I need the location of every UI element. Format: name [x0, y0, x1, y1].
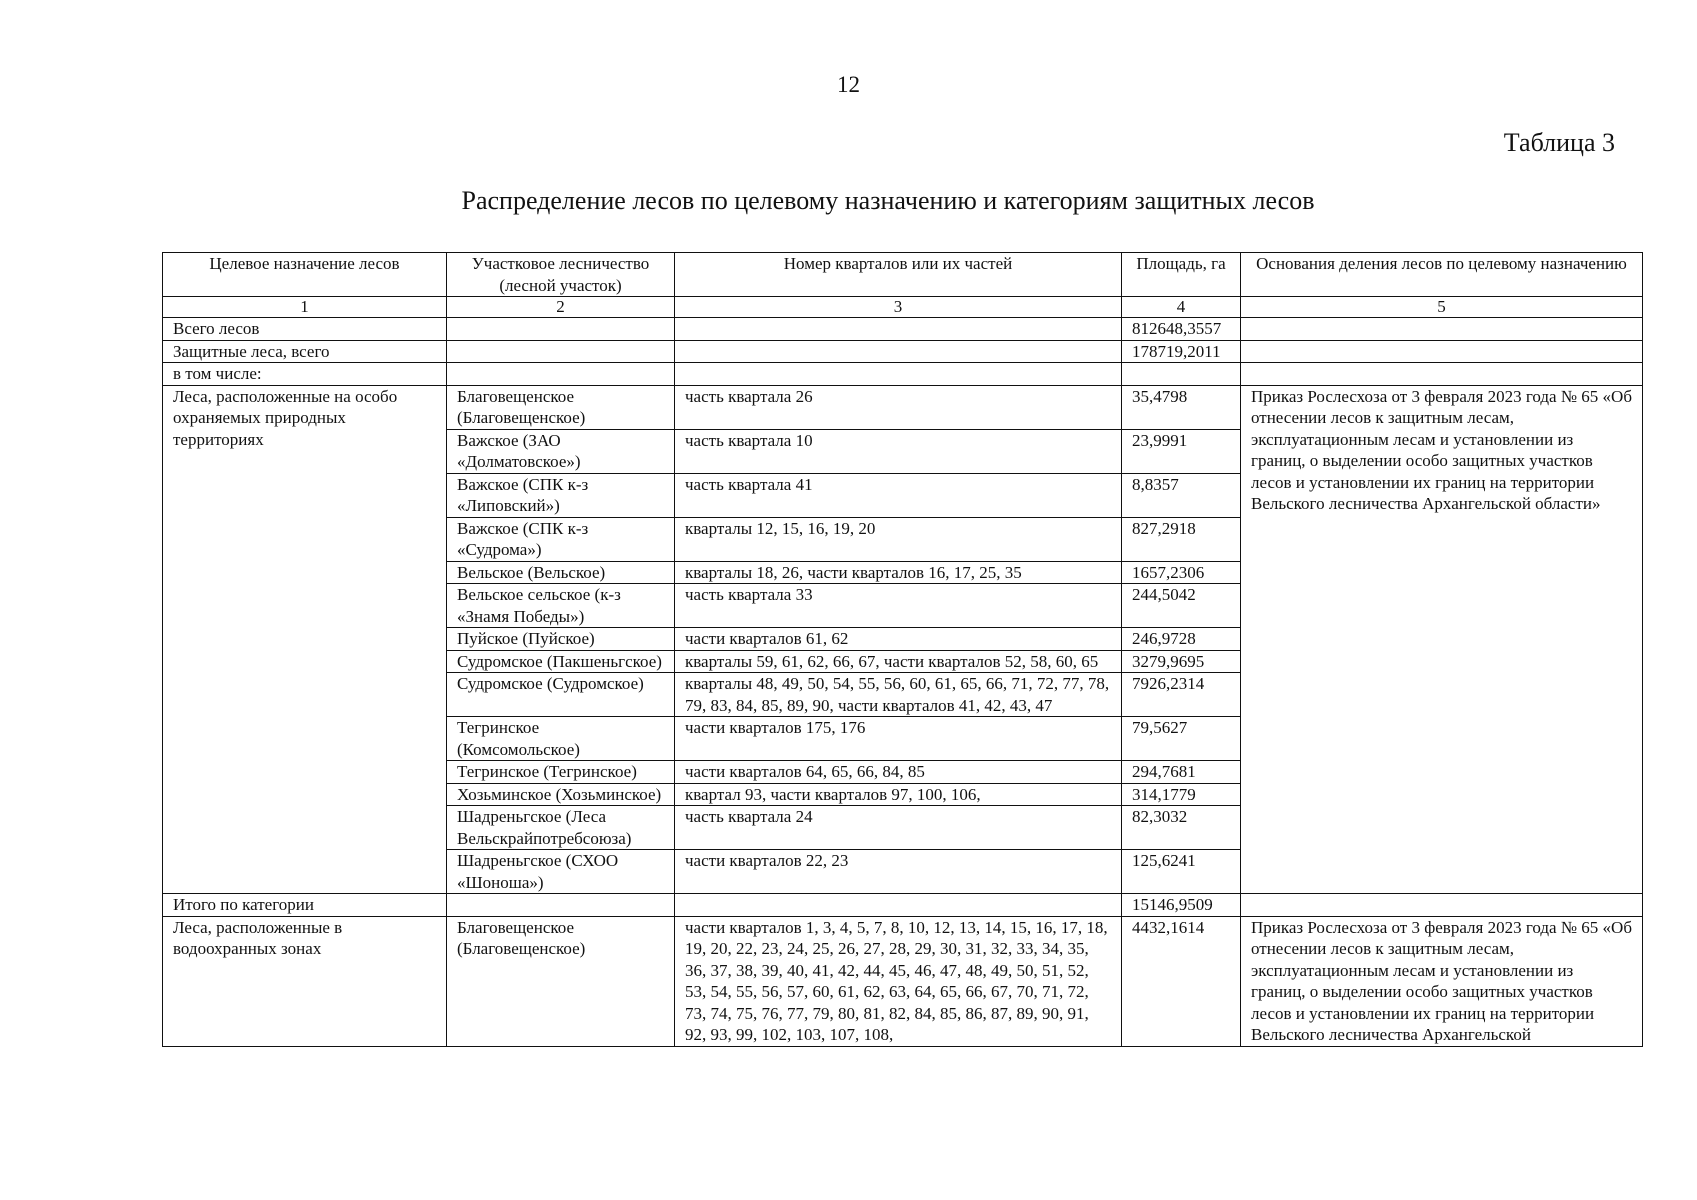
empty-cell — [1241, 340, 1643, 363]
total-area: 812648,3557 — [1122, 318, 1241, 341]
column-number: 2 — [447, 297, 675, 318]
quarters-cell: часть квартала 41 — [675, 473, 1122, 517]
table-row — [163, 916, 1643, 1046]
column-number: 3 — [675, 297, 1122, 318]
area-cell: 246,9728 — [1122, 628, 1241, 651]
category-name: Леса, расположенные в водоохранных зонах — [163, 916, 447, 1046]
area-cell: 314,1779 — [1122, 783, 1241, 806]
area-cell: 23,9991 — [1122, 429, 1241, 473]
including-label: в том числе: — [163, 363, 447, 386]
forestry-cell: Судромское (Пакшеньгское) — [447, 650, 675, 673]
empty-cell — [675, 318, 1122, 341]
forestry-cell: Важское (СПК к-з «Липовский») — [447, 473, 675, 517]
area-cell: 294,7681 — [1122, 761, 1241, 784]
empty-cell — [447, 318, 675, 341]
table-label: Таблица 3 — [1503, 128, 1615, 157]
area-cell: 7926,2314 — [1122, 673, 1241, 717]
forestry-cell: Шадреньгское (Леса Вельскрайпотребсоюза) — [447, 806, 675, 850]
forestry-cell: Благовещенское (Благовещенское) — [447, 916, 675, 1046]
quarters-cell: часть квартала 33 — [675, 584, 1122, 628]
header-quarters: Номер кварталов или их частей — [675, 253, 1122, 297]
quarters-cell: квартал 93, части кварталов 97, 100, 106, — [675, 783, 1122, 806]
protective-label: Защитные леса, всего — [163, 340, 447, 363]
quarters-cell: кварталы 12, 15, 16, 19, 20 — [675, 517, 1122, 561]
area-cell: 125,6241 — [1122, 850, 1241, 894]
header-forestry: Участковое лесничество (лесной участок) — [447, 253, 675, 297]
quarters-cell: часть квартала 26 — [675, 385, 1122, 429]
forestry-cell: Тегринское (Тегринское) — [447, 761, 675, 784]
category-name: Леса, расположенные на особо охраняемых природных территориях — [163, 385, 447, 894]
empty-cell — [1241, 363, 1643, 386]
area-cell: 244,5042 — [1122, 584, 1241, 628]
empty-cell — [447, 894, 675, 917]
protective-area: 178719,2011 — [1122, 340, 1241, 363]
basis-cell: Приказ Рослесхоза от 3 февраля 2023 года № 65 «Об отнесении лесов к защитным лесам, эксплуатационным лесам и установлении из границ, о выделении особо защитных участков лесов и установлении их границ на территории Вельского лесничества Архангельской — [1241, 916, 1643, 1046]
empty-cell — [675, 340, 1122, 363]
quarters-cell: кварталы 59, 61, 62, 66, 67, части кварталов 52, 58, 60, 65 — [675, 650, 1122, 673]
quarters-cell: кварталы 48, 49, 50, 54, 55, 56, 60, 61, 65, 66, 71, 72, 77, 78, 79, 83, 84, 85, 89, 90, части кварталов 41, 42, 43, 47 — [675, 673, 1122, 717]
area-cell: 35,4798 — [1122, 385, 1241, 429]
area-cell: 82,3032 — [1122, 806, 1241, 850]
subtotal-label: Итого по категории — [163, 894, 447, 917]
area-cell: 79,5627 — [1122, 717, 1241, 761]
forestry-cell: Хозьминское (Хозьминское) — [447, 783, 675, 806]
empty-cell — [1241, 894, 1643, 917]
forestry-cell: Важское (СПК к-з «Судрома») — [447, 517, 675, 561]
forestry-cell: Шадреньгское (СХОО «Шоноша») — [447, 850, 675, 894]
empty-cell — [447, 340, 675, 363]
forestry-cell: Пуйское (Пуйское) — [447, 628, 675, 651]
including-row — [163, 363, 1643, 386]
quarters-cell: части кварталов 175, 176 — [675, 717, 1122, 761]
area-cell: 827,2918 — [1122, 517, 1241, 561]
basis-cell: Приказ Рослесхоза от 3 февраля 2023 года № 65 «Об отнесении лесов к защитным лесам, эксплуатационным лесам и установлении из границ, о выделении особо защитных участков лесов и установлении их границ на территории Вельского лесничества Архангельской области» — [1241, 385, 1643, 894]
area-cell: 3279,9695 — [1122, 650, 1241, 673]
header-row — [163, 253, 1643, 297]
forest-distribution-table — [162, 252, 1643, 1047]
area-cell: 4432,1614 — [1122, 916, 1241, 1046]
subtotal-area: 15146,9509 — [1122, 894, 1241, 917]
empty-cell — [1241, 318, 1643, 341]
quarters-cell: части кварталов 1, 3, 4, 5, 7, 8, 10, 12, 13, 14, 15, 16, 17, 18, 19, 20, 22, 23, 24, 25, 26, 27, 28, 29, 30, 31, 32, 33, 34, 35, 36, 37, 38, 39, 40, 41, 42, 44, 45, 46, 47, 48, 49, 50, 51, 52, 53, 54, 55, 56, 57, 60, 61, 62, 63, 64, 65, 66, 67, 70, 71, 72, 73, 74, 75, 76, 77, 79, 80, 81, 82, 84, 85, 86, 87, 89, 90, 91, 92, 93, 99, 102, 103, 107, 108, — [675, 916, 1122, 1046]
empty-cell — [447, 363, 675, 386]
header-purpose: Целевое назначение лесов — [163, 253, 447, 297]
subtotal-row — [163, 894, 1643, 917]
quarters-cell: части кварталов 22, 23 — [675, 850, 1122, 894]
column-number: 5 — [1241, 297, 1643, 318]
document-title: Распределение лесов по целевому назначению и категориям защитных лесов — [461, 186, 1315, 215]
quarters-cell: часть квартала 10 — [675, 429, 1122, 473]
page-number: 12 — [837, 72, 860, 97]
column-number: 4 — [1122, 297, 1241, 318]
quarters-cell: части кварталов 64, 65, 66, 84, 85 — [675, 761, 1122, 784]
table-row — [163, 385, 1643, 429]
forestry-cell: Тегринское (Комсомольское) — [447, 717, 675, 761]
quarters-cell: части кварталов 61, 62 — [675, 628, 1122, 651]
empty-cell — [675, 894, 1122, 917]
protective-forests-row — [163, 340, 1643, 363]
forestry-cell: Судромское (Судромское) — [447, 673, 675, 717]
quarters-cell: часть квартала 24 — [675, 806, 1122, 850]
forestry-cell: Вельское (Вельское) — [447, 561, 675, 584]
quarters-cell: кварталы 18, 26, части кварталов 16, 17, 25, 35 — [675, 561, 1122, 584]
empty-cell — [1122, 363, 1241, 386]
header-basis: Основания деления лесов по целевому назначению — [1241, 253, 1643, 297]
total-label: Всего лесов — [163, 318, 447, 341]
column-number-row — [163, 297, 1643, 318]
forestry-cell: Благовещенское (Благовещенское) — [447, 385, 675, 429]
area-cell: 1657,2306 — [1122, 561, 1241, 584]
header-area: Площадь, га — [1122, 253, 1241, 297]
empty-cell — [675, 363, 1122, 386]
column-number: 1 — [163, 297, 447, 318]
forestry-cell: Вельское сельское (к-з «Знамя Победы») — [447, 584, 675, 628]
forestry-cell: Важское (ЗАО «Долматовское») — [447, 429, 675, 473]
total-forests-row — [163, 318, 1643, 341]
area-cell: 8,8357 — [1122, 473, 1241, 517]
